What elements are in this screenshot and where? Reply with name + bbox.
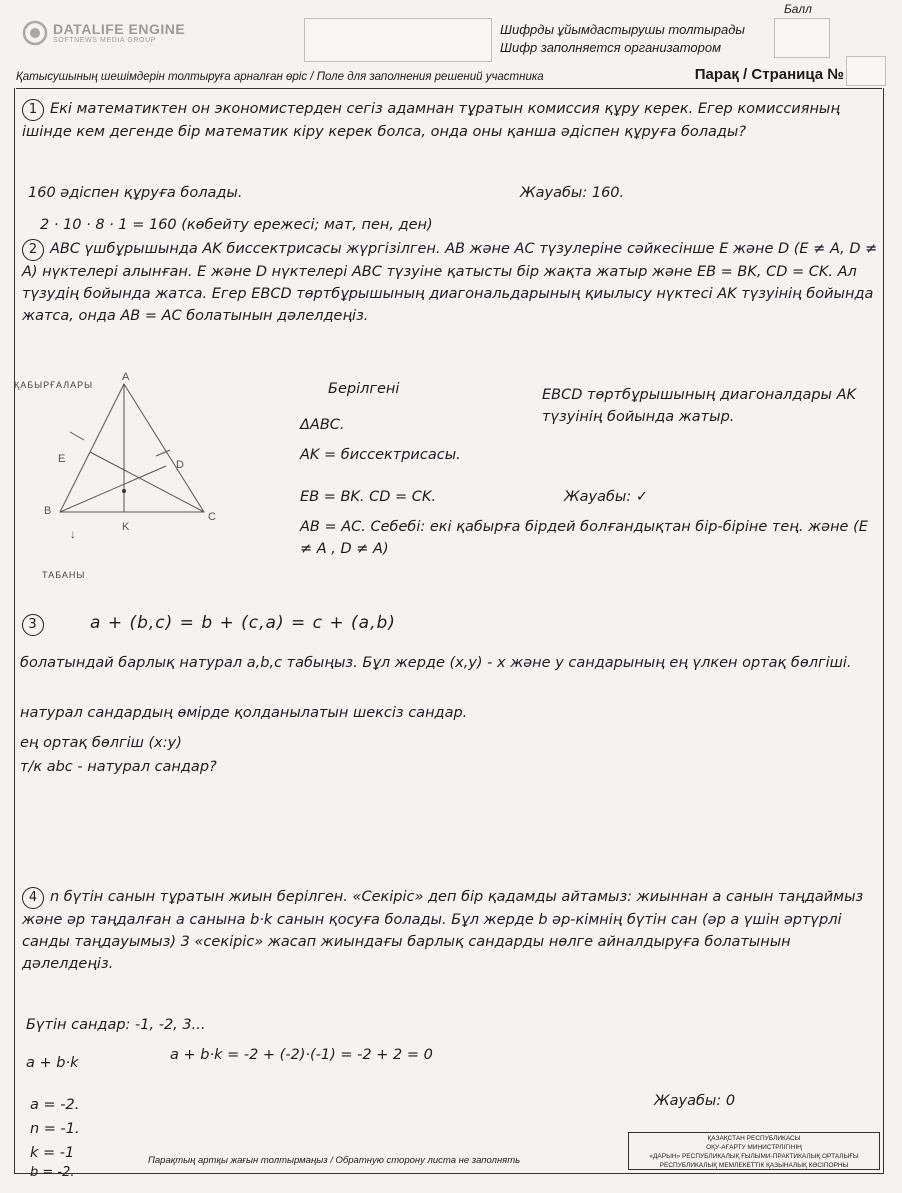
problem-2-given-3: AB = AC. Себебі: екі қабырға бірдей болғандықтан бір-біріне тең. және (E ≠ A , D ≠ A): [300, 519, 868, 557]
score-label: Балл: [784, 2, 812, 16]
problem-3-line-1: натурал сандардың өмірде қолданылатын шексіз сандар.: [20, 705, 468, 721]
label-a: A: [122, 371, 130, 383]
problem-2-right-note: EBCD төртбұрышының диагоналдары AK түзуінің бойында жатыр.: [542, 387, 857, 425]
label-c: C: [208, 511, 216, 523]
problem-4-computation: a + b·k = -2 + (-2)·(-1) = -2 + 2 = 0: [170, 1047, 433, 1063]
problem-4-line1: Бүтін сандар: -1, -2, 3...: [26, 1017, 206, 1033]
stamp-line-0: ҚАЗАҚСТАН РЕСПУБЛИКАСЫ: [707, 1135, 801, 1142]
problem-2-number: 2: [22, 239, 44, 261]
problem-2-statement: 2 ABC үшбұрышында AK биссектрисасы жүргізілген. AB және AC түзулеріне сәйкесінше E және D (E ≠ A, D ≠ A) нүктелері алынған. E және D нүктелері ABC түзуіне қатысты бір жақта жатыр және EB = BK, CD = CK. Ал түзудің бойында жатса. Егер EBCD төртбұрышының диагональдарының қиылысу нүктесі AK түзуінің бойында жатса, онда AB = AC болатынын дәлелдеңіз.: [22, 241, 878, 324]
problem-3-line-2: ең ортақ бөлгіш (x:y): [20, 735, 182, 751]
page-number-label: Парақ / Страница №: [694, 66, 844, 83]
label-b: B: [44, 505, 52, 517]
problem-4-val-k: k = -1: [30, 1145, 75, 1161]
watermark-title: DATALIFE ENGINE: [53, 20, 186, 37]
problem-1-line1: 160 әдіспен құруға болады.: [28, 185, 243, 201]
problem-2-given-2: EB = BK. CD = CK.: [300, 489, 437, 505]
problem-3-formula: 3 a + (b,c) = b + (c,a) = c + (a,b): [22, 612, 396, 636]
label-e: E: [58, 453, 66, 465]
dle-logo-icon: [22, 20, 48, 46]
problem-3-line-0: болатындай барлық натурал a,b,c табыңыз. Бұл жерде (x,y) - x және y сандарының ең үлкен ортақ бөлгіші.: [20, 655, 852, 671]
problem-2-given-0: ΔABC.: [300, 417, 345, 433]
problem-4-statement: 4 n бүтін санын тұратын жиын берілген. «Секіріс» деп бір қадамды айтамыз: жиыннан a санын таңдаймыз және әр таңдалған a санына b·k санын қосуға болады. Бұл жерде b әр-кімнің бүтін сан (әр a үшін әртүрлі санды таңдауымыз) 3 «секіріс» жасап жиындағы барлық сандарды нөлге айналдыруға болатынын дәлелдеңіз.: [22, 889, 864, 972]
triangle-figure: [20, 360, 260, 590]
cipher-label-ru: Шифр заполняется организатором: [500, 40, 721, 55]
stamp-line-1: ОҚУ-АҒАРТУ МИНИСТРЛІГІНІҢ: [706, 1144, 802, 1151]
diagonal-ec: [90, 452, 204, 512]
problem-4-val-a: a = -2.: [30, 1097, 80, 1113]
problem-2-given-title: Берілгені: [328, 381, 400, 397]
watermark-subtitle: SOFTNEWS MEDIA GROUP: [53, 36, 157, 44]
cipher-box[interactable]: [304, 18, 492, 62]
problem-4-answer: Жауабы: 0: [654, 1093, 736, 1109]
problem-1-statement: 1 Екі математиктен он экономистерден сегіз адамнан тұратын комиссия құру керек. Егер комиссияның ішінде кем дегенде бір математик кіру керек болса, онда оны қанша әдіспен құруға болады?: [22, 101, 840, 140]
tick-mark-left: [70, 432, 84, 440]
stamp-line-2: «ДАРЫН» РЕСПУБЛИКАЛЫҚ ҒЫЛЫМИ-ПРАКТИКАЛЫҚ ОРТАЛЫҒЫ: [649, 1153, 859, 1160]
problem-2-given-1: AK = биссектрисасы.: [300, 447, 461, 463]
figure-label-base: ТАБАНЫ: [42, 570, 86, 580]
problem-2-answer: Жауабы: ✓: [564, 489, 649, 505]
organizer-stamp: [628, 1132, 880, 1170]
label-k: K: [122, 521, 130, 533]
problem-4-number: 4: [22, 887, 44, 909]
diagonal-bd: [60, 466, 166, 512]
problem-3-number: 3: [22, 614, 44, 636]
stamp-line-3: РЕСПУБЛИКАЛЫҚ МЕМЛЕКЕТТІК ҚАЗЫНАЛЫҚ КӘСІПОРНЫ: [659, 1162, 849, 1169]
problem-4-expression: a + b·k: [26, 1055, 79, 1071]
problem-1-line2: 2 · 10 · 8 · 1 = 160 (көбейту ережесі; мат, пен, ден): [40, 217, 433, 233]
intersection-point: [122, 489, 126, 493]
answer-field-header: [16, 68, 882, 89]
watermark-logo: [22, 20, 185, 46]
problem-4-val-n: n = -1.: [30, 1121, 80, 1137]
problem-3-line-3: т/к abc - натурал сандар?: [20, 759, 217, 775]
problem-4-val-b: b = -2.: [30, 1165, 75, 1180]
label-d: D: [176, 459, 184, 471]
triangle-abc: [60, 384, 204, 512]
answer-field-label: Қатысушының шешімдерін толтыруға арналған өріс / Поле для заполнения решений участника: [16, 71, 544, 83]
footer-note: Парақтың артқы жағын толтырмаңыз / Обратную сторону листа не заполнять: [148, 1155, 521, 1166]
problem-1-answer: Жауабы: 160.: [520, 185, 625, 201]
figure-label-sides: ҚАБЫРҒАЛАРЫ: [14, 380, 94, 390]
cipher-label-kz: Шифрды ұйымдастырушы толтырады: [500, 22, 746, 37]
problem-1-number: 1: [22, 99, 44, 121]
figure-arrow: ↓: [70, 527, 76, 541]
score-box[interactable]: [774, 18, 830, 58]
